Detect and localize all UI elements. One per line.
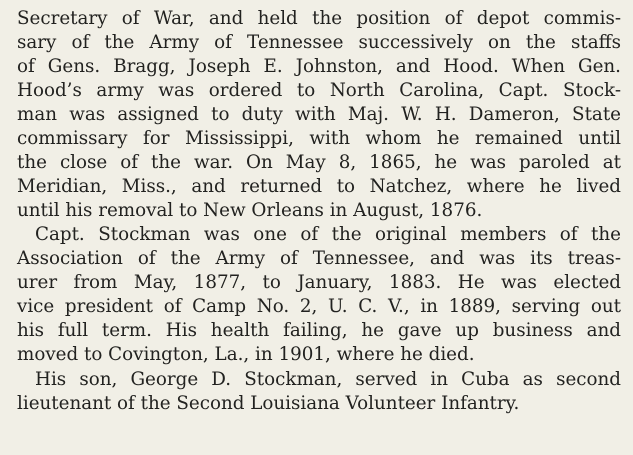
text-line: urer from May, 1877, to January, 1883. He was elected [17, 272, 621, 293]
text-line: commissary for Mississippi, with whom he remained until [17, 128, 621, 149]
text-line: of Gens. Bragg, Joseph E. Johnston, and Hood. When Gen. [17, 56, 621, 77]
text-line: Hood’s army was ordered to North Carolina, Capt. Stock- [17, 80, 621, 101]
text-line: until his removal to New Orleans in August, 1876. [17, 200, 483, 221]
text-line: His son, George D. Stockman, served in Cuba as second [35, 369, 621, 390]
text-line: moved to Covington, La., in 1901, where he died. [17, 344, 475, 365]
text-line: man was assigned to duty with Maj. W. H. Dameron, State [17, 104, 621, 125]
text-line: Meridian, Miss., and returned to Natchez, where he lived [17, 176, 621, 197]
text-line: lieutenant of the Second Louisiana Volunteer Infantry. [17, 393, 520, 414]
text-line: Association of the Army of Tennessee, and was its treas- [17, 248, 621, 269]
text-line: Secretary of War, and held the position of depot commis- [17, 8, 621, 29]
text-line: the close of the war. On May 8, 1865, he was paroled at [17, 152, 621, 173]
text-line: Capt. Stockman was one of the original members of the [35, 224, 621, 245]
text-line: his full term. His health failing, he gave up business and [17, 320, 621, 341]
text-line: vice president of Camp No. 2, U. C. V., in 1889, serving out [17, 296, 621, 317]
text-line: sary of the Army of Tennessee successively on the staffs [17, 32, 621, 53]
